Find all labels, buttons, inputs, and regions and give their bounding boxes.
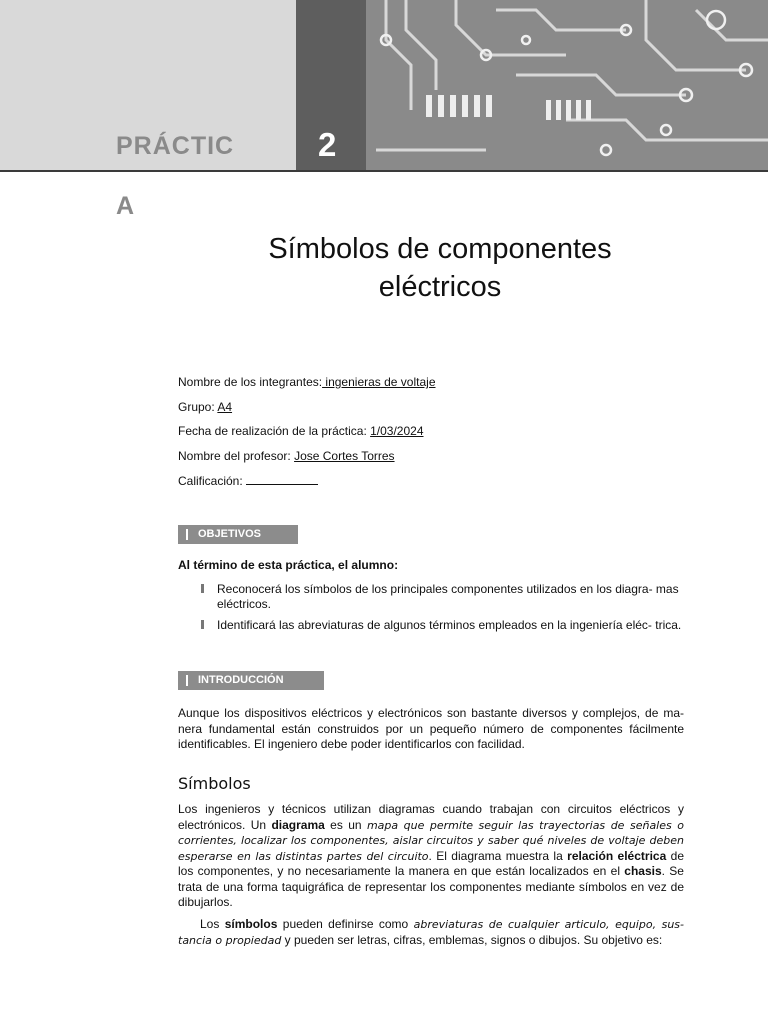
grupo-label: Grupo: xyxy=(178,399,218,414)
heading-bar-icon xyxy=(186,529,188,540)
profesor-label: Nombre del profesor: xyxy=(178,448,295,463)
list-item xyxy=(198,582,690,612)
practica-label-wrap: A xyxy=(116,192,135,220)
simbolos-heading: Símbolos xyxy=(178,774,251,793)
heading-bar-icon xyxy=(186,675,188,686)
fecha-value: 1/03/2024 xyxy=(370,424,424,438)
objetivos-intro: Al término de esta práctica, el alumno: xyxy=(178,558,399,572)
calificacion-label: Calificación: xyxy=(178,474,247,488)
term-simbolos: símbolos xyxy=(224,917,278,931)
introduccion-heading xyxy=(178,671,324,690)
objetivos-heading-text: OBJETIVOS xyxy=(198,528,261,540)
practica-label: PRÁCTIC xyxy=(116,132,235,160)
page-title xyxy=(180,230,700,306)
title-line-2: eléctricos xyxy=(378,271,502,303)
definition-simbolos: abreviaturas de cualquier articulo, equipo, sus- tancia o propiedad xyxy=(178,918,684,947)
calificacion-blank xyxy=(246,472,318,485)
field-calificacion xyxy=(178,472,436,497)
term-diagrama: diagrama xyxy=(271,817,325,832)
term-chasis: chasis xyxy=(624,864,662,878)
objetivos-heading xyxy=(178,525,298,544)
introduccion-heading-text: INTRODUCCIÓN xyxy=(198,674,284,686)
title-line-1: Símbolos de componentes xyxy=(268,233,612,265)
bullet-icon xyxy=(201,620,204,629)
profesor-value: Jose Cortes Torres xyxy=(294,448,395,463)
field-integrantes xyxy=(178,374,436,399)
term-relacion-electrica: relación eléctrica xyxy=(567,848,667,863)
text-run: Los ingenieros y técnicos utilizan diagramas cuando trabajan con circuitos eléctricos y electrónicos. Un xyxy=(178,802,684,832)
introduccion-paragraph: Aunque los dispositivos eléctricos y electrónicos son bastante diversos y complejos, de ma- nera fundamental están construidos por un pequeño número de componentes fácilmente identificables. El ingeniero debe poder identificarlos con facilidad. xyxy=(178,706,684,751)
integrantes-label: Nombre de los integrantes: xyxy=(178,375,323,389)
text-run: Los xyxy=(200,917,225,931)
field-grupo xyxy=(178,399,436,424)
bullet-icon xyxy=(201,584,204,593)
text-run: y pueden ser letras, cifras, emblemas, signos o dibujos. Su objetivo es: xyxy=(281,932,663,947)
chapter-number: 2 xyxy=(318,126,337,163)
text-run: pueden definirse como xyxy=(277,917,414,931)
list-item xyxy=(198,618,690,633)
simbolos-paragraph-1 xyxy=(178,802,684,911)
simbolos-paragraph-2 xyxy=(178,917,684,948)
grupo-value: A4 xyxy=(217,399,233,414)
definition-diagrama: mapa que permite seguir las trayectorias de señales o corrientes, localizar los componentes, aislar circuitos y saber qué niveles de voltaje deben esperarse en las distintas partes del circuito xyxy=(178,818,684,863)
text-run: es un xyxy=(324,817,367,832)
fecha-label: Fecha de realización de la práctica: xyxy=(178,424,371,438)
field-profesor xyxy=(178,448,436,473)
text-run: . Se trata de una forma taquigráfica de representar los componentes mediante símbolos en vez de dibujarlos. xyxy=(178,864,684,909)
objetivo-text: Reconocerá los símbolos de los principales componentes utilizados en los diagra- mas eléctricos. xyxy=(217,582,679,611)
field-fecha xyxy=(178,423,436,448)
objetivos-list xyxy=(198,582,690,639)
text-run: de los componentes, y no necesariamente la manera en que están localizados en el xyxy=(178,848,684,878)
integrantes-value: ingenieras de voltaje xyxy=(322,375,436,389)
text-run: . El diagrama muestra la xyxy=(428,848,568,863)
header-divider xyxy=(0,170,768,172)
student-info-fields xyxy=(178,374,436,497)
objetivo-text: Identificará las abreviaturas de algunos términos empleados en la ingeniería eléc- trica. xyxy=(217,618,682,632)
circuit-board-image xyxy=(366,0,768,170)
